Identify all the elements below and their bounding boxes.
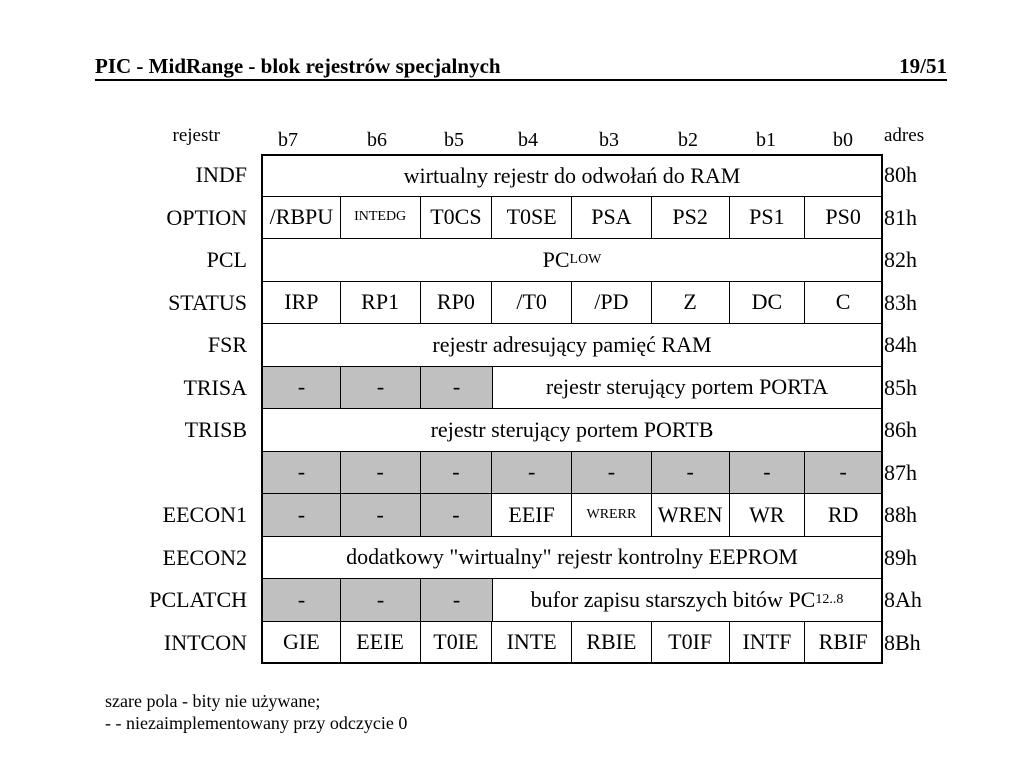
description-text: bufor zapisu starszych bitów PC <box>530 586 816 612</box>
register-bits <box>261 452 883 495</box>
register-address: 85h <box>884 374 917 400</box>
register-address: 8Bh <box>884 629 921 655</box>
bit-cell: T0CS <box>421 197 493 239</box>
register-address: 87h <box>884 459 917 485</box>
unused-bit-cell: - <box>263 579 341 621</box>
register-row <box>95 409 995 452</box>
unused-bit-cell: - <box>341 367 421 409</box>
bit-cell: RP0 <box>421 282 493 324</box>
description-subscript: 12..8 <box>815 591 844 607</box>
bit-cell: PS1 <box>730 197 806 239</box>
page-header <box>95 52 947 81</box>
page-title: PIC - MidRange - blok rejestrów specjalnych <box>95 54 501 78</box>
bit-cell: INTEDG <box>341 197 421 239</box>
register-row <box>95 324 995 367</box>
bit-cell: - <box>341 452 421 494</box>
register-description: rejestr sterujący portem PORTA <box>545 374 829 400</box>
bit-cell: - <box>341 494 421 536</box>
register-bits <box>261 154 883 197</box>
legend-notes <box>105 690 407 734</box>
bit-cell: EEIE <box>341 622 421 663</box>
register-description <box>263 239 881 281</box>
bit-cell: INTE <box>492 622 572 663</box>
register-description: rejestr sterujący portem PORTB <box>430 416 714 442</box>
register-address: 83h <box>884 289 917 315</box>
register-name: EECON1 <box>162 502 247 527</box>
address-column-label: adres <box>884 125 925 146</box>
bit-cell: - <box>652 452 730 494</box>
register-address: 80h <box>884 162 917 187</box>
register-address: 88h <box>884 502 917 527</box>
page-number: 19/51 <box>899 54 947 78</box>
bit-cell: WR <box>730 494 806 536</box>
register-row <box>95 622 995 665</box>
register-description <box>493 579 881 621</box>
bit-cell: - <box>263 494 341 536</box>
bit-header-b5: b5 <box>444 129 464 151</box>
register-bits <box>261 239 883 282</box>
register-name: FSR <box>207 332 247 357</box>
register-bits <box>261 367 883 410</box>
bit-cell: PSA <box>572 197 652 239</box>
bit-cell: T0IF <box>652 622 730 663</box>
register-address: 84h <box>884 332 917 357</box>
register-bits <box>261 622 883 665</box>
table-header-row <box>95 120 995 154</box>
bit-cell: PS2 <box>652 197 730 239</box>
bit-header-b1: b1 <box>756 129 776 151</box>
register-bits <box>261 282 883 325</box>
unused-bit-cell: - <box>341 579 421 621</box>
bit-header-b6: b6 <box>367 129 387 151</box>
bit-cell: - <box>421 494 493 536</box>
bit-cell: RD <box>827 501 859 527</box>
legend-line-unused: szare pola - bity nie używane; <box>105 691 321 711</box>
bit-cell: - <box>492 452 572 494</box>
bit-cell: /PD <box>572 282 652 324</box>
register-bits <box>261 409 883 452</box>
bit-header-b0: b0 <box>833 129 853 151</box>
bit-cell: RP1 <box>341 282 421 324</box>
register-row <box>95 537 995 580</box>
register-address: 8Ah <box>884 587 922 612</box>
bit-cell: T0IE <box>421 622 493 663</box>
register-name: INTCON <box>163 629 247 655</box>
bit-header-b2: b2 <box>678 129 698 151</box>
bit-cell: - <box>263 452 341 494</box>
register-bits <box>261 197 883 240</box>
bit-cell: /T0 <box>492 282 572 324</box>
register-description: dodatkowy "wirtualny" rejestr kontrolny EEPROM <box>346 544 798 570</box>
register-name: TRISB <box>184 417 247 442</box>
register-name: PCLATCH <box>149 587 247 612</box>
register-bits <box>261 579 883 622</box>
bit-cell: - <box>805 452 881 494</box>
register-bits <box>261 494 883 537</box>
description-subscript: LOW <box>569 251 602 267</box>
register-name: TRISA <box>183 374 247 400</box>
bit-cell: RBIE <box>572 622 652 663</box>
register-row <box>95 452 995 495</box>
register-row <box>95 367 995 410</box>
bit-cell: WRERR <box>572 494 652 536</box>
bit-cell: Z <box>652 282 730 324</box>
register-row <box>95 154 995 197</box>
register-bits <box>261 324 883 367</box>
bit-cell: - <box>730 452 806 494</box>
register-row <box>95 239 995 282</box>
bit-cell: T0SE <box>492 197 572 239</box>
bit-cell: INTF <box>730 622 806 663</box>
bit-header-b7: b7 <box>278 129 298 151</box>
bit-cell: /RBPU <box>263 197 341 239</box>
bit-cell: EEIF <box>492 494 572 536</box>
bit-cell: GIE <box>263 622 341 663</box>
register-rows <box>95 154 995 664</box>
bit-cell: RBIF <box>818 628 868 654</box>
register-address: 89h <box>884 544 917 570</box>
register-name: OPTION <box>166 204 247 230</box>
bit-cell: - <box>421 452 493 494</box>
bit-cell: IRP <box>263 282 341 324</box>
register-row <box>95 282 995 325</box>
description-text: PC <box>542 246 570 272</box>
register-description: wirtualny rejestr do odwołań do RAM <box>403 162 741 188</box>
register-address: 82h <box>884 247 917 272</box>
bit-cell: - <box>572 452 652 494</box>
legend-line-unimplemented: - - niezaimplementowany przy odczycie 0 <box>105 713 408 733</box>
bit-header-b3: b3 <box>599 129 619 151</box>
register-address: 81h <box>884 204 917 230</box>
bit-cell: DC <box>730 282 806 324</box>
unused-bit-cell: - <box>263 367 341 409</box>
bit-cell: WREN <box>652 494 730 536</box>
register-address: 86h <box>884 417 917 442</box>
register-row <box>95 494 995 537</box>
unused-bit-cell: - <box>421 579 493 621</box>
register-table <box>95 120 995 664</box>
register-row <box>95 197 995 240</box>
register-description: rejestr adresujący pamięć RAM <box>432 331 712 357</box>
bit-cell: C <box>835 289 851 315</box>
register-bits <box>261 537 883 580</box>
register-name: INDF <box>195 162 247 187</box>
unused-bit-cell: - <box>421 367 493 409</box>
register-row <box>95 579 995 622</box>
register-name: EECON2 <box>162 544 247 570</box>
register-column-label: rejestr <box>172 125 220 146</box>
register-name: PCL <box>206 247 247 272</box>
bit-header-b4: b4 <box>518 129 538 151</box>
bit-cell: PS0 <box>825 204 861 230</box>
register-name: STATUS <box>168 289 247 315</box>
